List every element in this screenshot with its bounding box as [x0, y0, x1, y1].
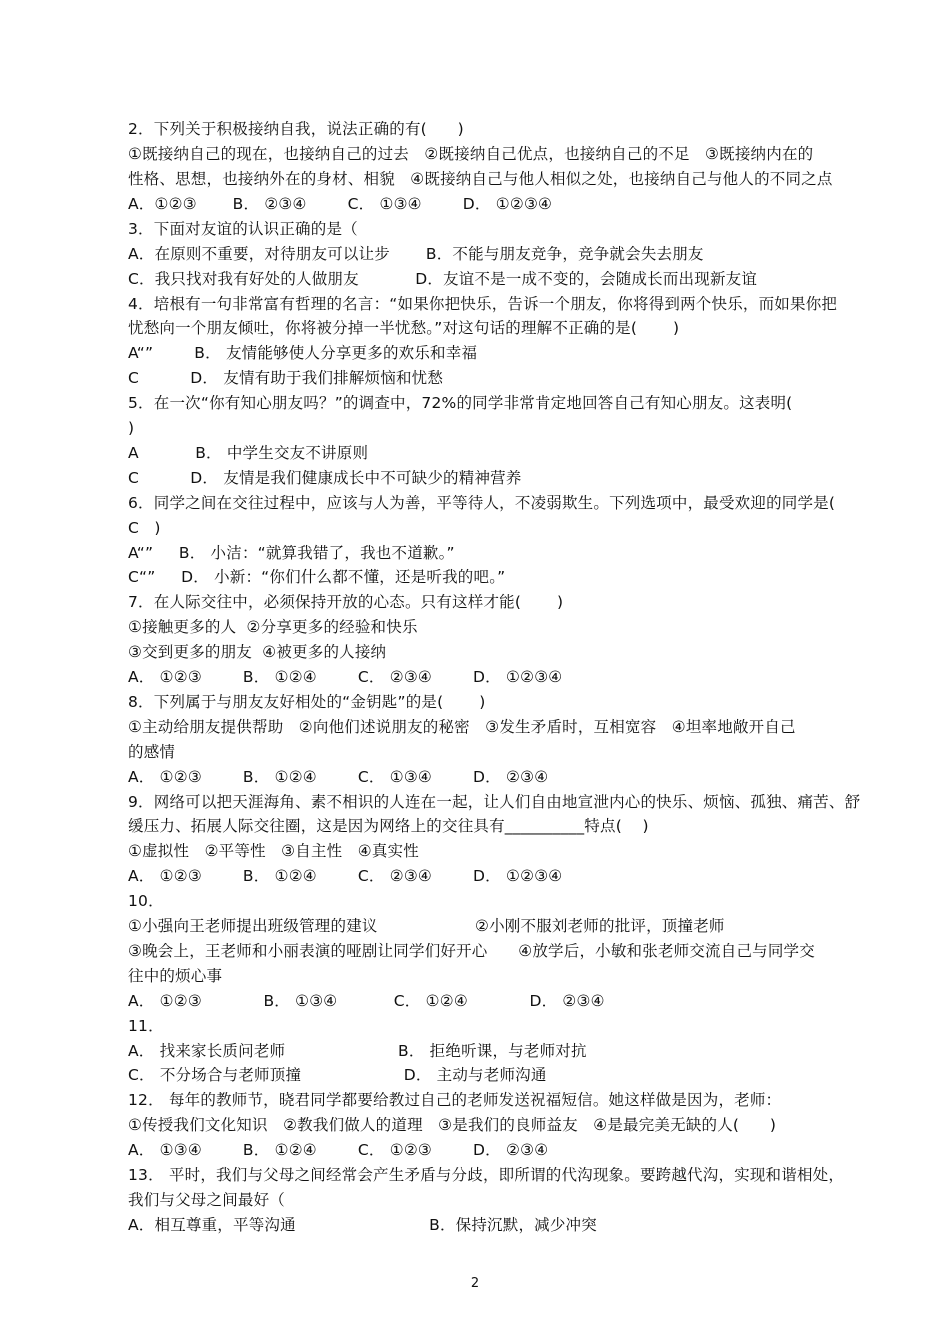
question-2-items-line1: ①既接纳自己的现在，也接纳自己的过去 ②既接纳自己优点，也接纳自己的不足 ③既接纳内在的 [128, 145, 814, 163]
question-11-stem: 11． [128, 1017, 164, 1035]
question-11-options-cd: C． 不分场合与老师顶撞 D． 主动与老师沟通 [128, 1066, 547, 1084]
question-2-items-line2: 性格、思想，也接纳外在的身材、相貌 ④既接纳自己与他人相似之处，也接纳自己与他人的不同之点 [128, 170, 833, 188]
page-number: 2 [470, 1276, 480, 1291]
question-3-options-ab: A．在原则不重要，对待朋友可以让步 B．不能与朋友竞争，竞争就会失去朋友 [128, 245, 704, 263]
question-4-options-cd: C D． 友情有助于我们排解烦恼和忧愁 [128, 369, 444, 387]
question-7-options: A． ①②③ B． ①②④ C． ②③④ D． ①②③④ [128, 668, 563, 686]
question-6-options-cd: C“” D． 小新：“你们什么都不懂，还是听我的吧。” [128, 568, 506, 586]
question-9-stem-line1: 9．网络可以把天涯海角、素不相识的人连在一起，让人们自由地宣泄内心的快乐、烦恼、孤独、痛苦、舒 [128, 793, 861, 811]
question-8-options: A． ①②③ B． ①②④ C． ①③④ D． ②③④ [128, 768, 549, 786]
question-13-options-ab: A．相互尊重，平等沟通 B．保持沉默，减少冲突 [128, 1216, 597, 1234]
question-12-stem: 12． 每年的教师节，晓君同学都要给教过自己的老师发送祝福短信。她这样做是因为，老师： [128, 1091, 782, 1109]
question-9-options: A． ①②③ B． ①②④ C． ②③④ D． ①②③④ [128, 867, 563, 885]
question-2-stem: 2．下列关于积极接纳自我，说法正确的有( ) [128, 120, 464, 138]
question-5-stem: 5．在一次“你有知心朋友吗？”的调查中，72%的同学非常肯定地回答自己有知心朋友。这表明( [128, 394, 793, 412]
question-6-stem: 6．同学之间在交往过程中，应该与人为善，平等待人，不凌弱欺生。下列选项中，最受欢迎的同学是( [128, 494, 836, 512]
question-7-stem: 7．在人际交往中，必须保持开放的心态。只有这样才能( ) [128, 593, 564, 611]
question-4-options-ab: A“” B． 友情能够使人分享更多的欢乐和幸福 [128, 344, 478, 362]
question-6-answer: C ) [128, 519, 161, 537]
question-7-items-line2: ③交到更多的朋友 ④被更多的人接纳 [128, 643, 387, 661]
question-9-items: ①虚拟性 ②平等性 ③自主性 ④真实性 [128, 842, 419, 860]
question-3-stem: 3．下面对友谊的认识正确的是（ [128, 220, 358, 238]
question-8-items-line2: 的感情 [128, 743, 176, 761]
question-12-items: ①传授我们文化知识 ②教我们做人的道理 ③是我们的良师益友 ④是最完美无缺的人( ) [128, 1116, 777, 1134]
question-4-stem-line1: 4．培根有一句非常富有哲理的名言：“如果你把快乐，告诉一个朋友，你将得到两个快乐，而如果你把 [128, 295, 838, 313]
question-10-items-line3: 往中的烦心事 [128, 967, 223, 985]
question-3-options-cd: C．我只找对我有好处的人做朋友 D．友谊不是一成不变的，会随成长而出现新友谊 [128, 270, 758, 288]
question-13-stem-line2: 我们与父母之间最好（ [128, 1191, 286, 1209]
question-8-stem: 8．下列属于与朋友友好相处的“金钥匙”的是( ) [128, 693, 486, 711]
question-9-stem-line2: 缓压力、拓展人际交往圈，这是因为网络上的交往具有__________特点( ) [128, 817, 649, 835]
question-4-stem-line2: 忧愁向一个朋友倾吐，你将被分掉一半忧愁。”对这句话的理解不正确的是( ) [128, 319, 680, 337]
question-10-options: A． ①②③ B． ①③④ C． ①②④ D． ②③④ [128, 992, 605, 1010]
question-13-stem-line1: 13． 平时，我们与父母之间经常会产生矛盾与分歧，即所谓的代沟现象。要跨越代沟，实现和谐相处， [128, 1166, 845, 1184]
question-10-items-line2: ③晚会上，王老师和小丽表演的哑剧让同学们好开心 ④放学后，小敏和张老师交流自己与同学交 [128, 942, 815, 960]
question-10-items-line1: ①小强向王老师提出班级管理的建议 ②小刚不服刘老师的批评，顶撞老师 [128, 917, 725, 935]
question-6-options-ab: A“” B． 小洁：“就算我错了，我也不道歉。” [128, 544, 455, 562]
question-10-stem: 10． [128, 892, 164, 910]
question-11-options-ab: A． 找来家长质问老师 B． 拒绝听课，与老师对抗 [128, 1042, 587, 1060]
question-5-options-cd: C D． 友情是我们健康成长中不可缺少的精神营养 [128, 469, 522, 487]
question-2-options: A．①②③ B． ②③④ C． ①③④ D． ①②③④ [128, 195, 553, 213]
question-8-items-line1: ①主动给朋友提供帮助 ②向他们述说朋友的秘密 ③发生矛盾时，互相宽容 ④坦率地敞开自己 [128, 718, 796, 736]
question-5-options-ab: A B． 中学生交友不讲原则 [128, 444, 369, 462]
question-7-items-line1: ①接触更多的人 ②分享更多的经验和快乐 [128, 618, 418, 636]
question-12-options: A． ①③④ B． ①②④ C． ①②③ D． ②③④ [128, 1141, 549, 1159]
question-5-stem-cont: ) [128, 419, 135, 437]
